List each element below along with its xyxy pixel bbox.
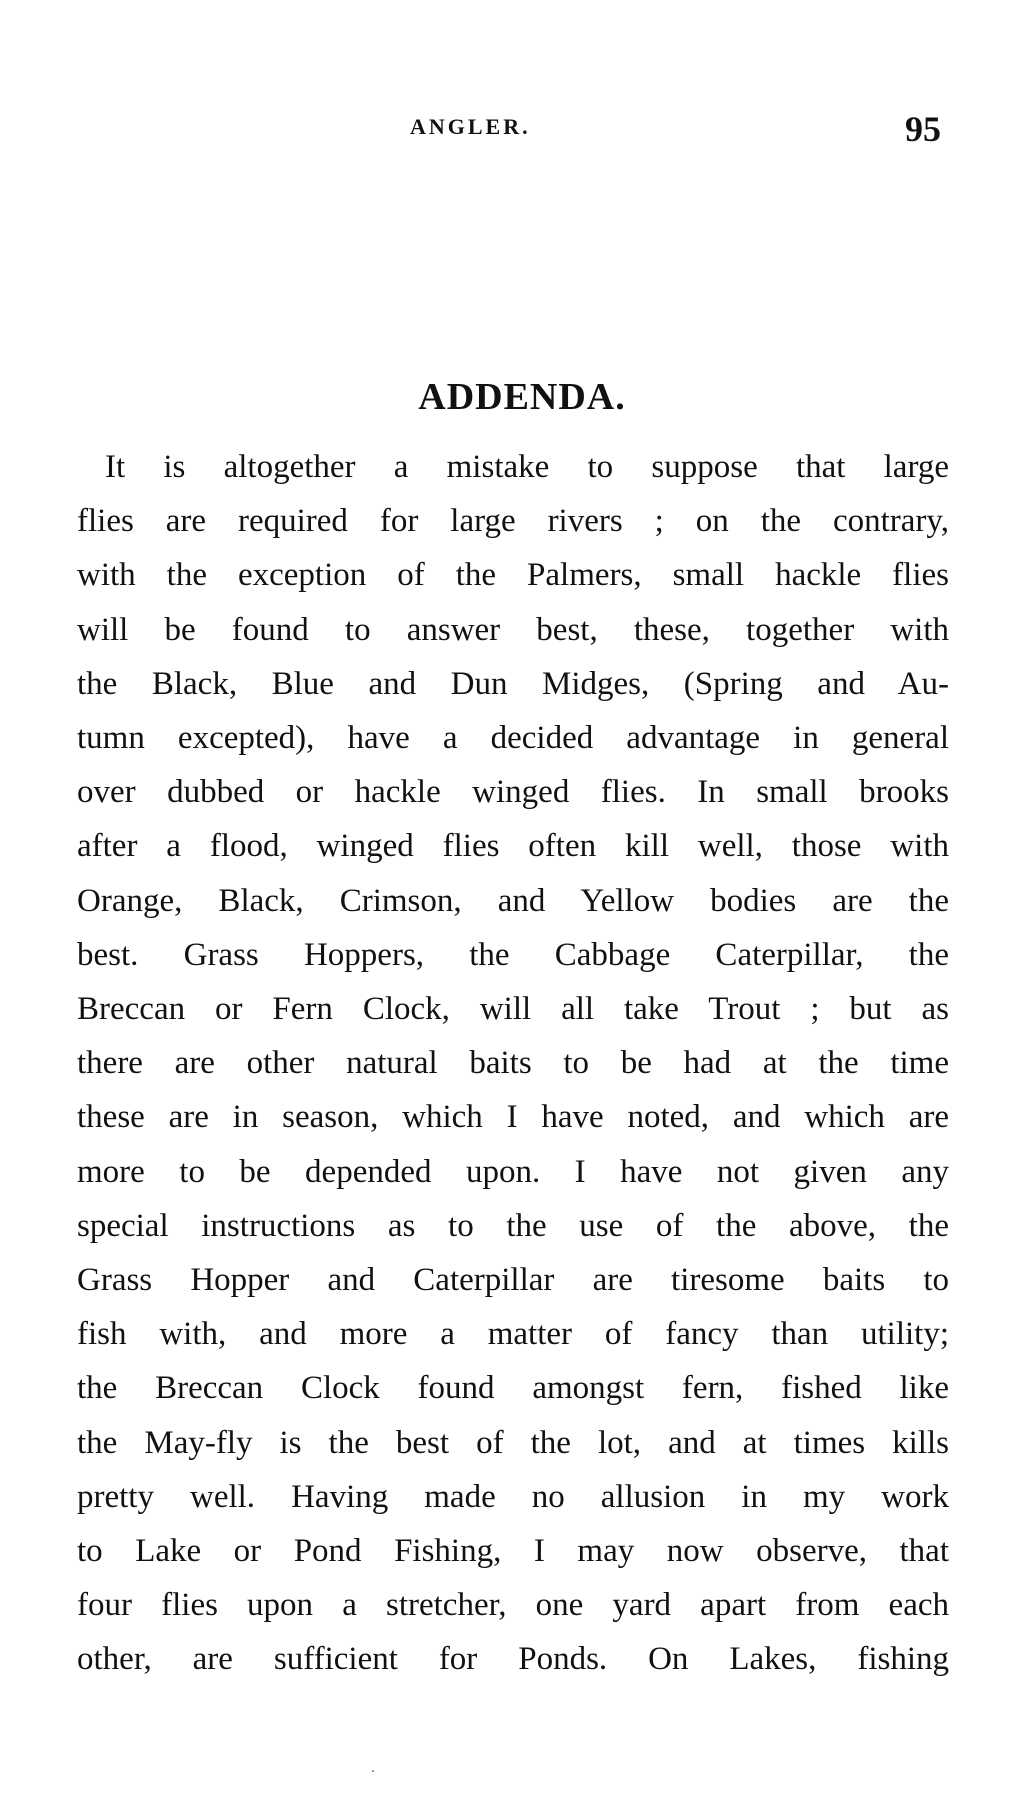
text-line: best. Grass Hoppers, the Cabbage Caterpillar, the xyxy=(77,936,949,973)
text-line: Grass Hopper and Caterpillar are tiresome baits to xyxy=(77,1262,949,1299)
body-paragraph xyxy=(77,440,949,1687)
text-line: tumn excepted), have a decided advantage in general xyxy=(77,720,949,757)
text-line: flies are required for large rivers ; on the contrary, xyxy=(77,503,949,540)
running-head xyxy=(0,108,1024,148)
running-title: ANGLER. xyxy=(410,114,531,139)
text-line: after a flood, winged flies often kill well, those with xyxy=(77,828,949,865)
text-line: the Black, Blue and Dun Midges, (Spring and Au- xyxy=(77,665,949,702)
paper-speck xyxy=(372,1770,374,1772)
text-line: Breccan or Fern Clock, will all take Trout ; but as xyxy=(77,991,949,1028)
text-line: other, are sufficient for Ponds. On Lakes, fishing xyxy=(77,1641,949,1678)
text-line: fish with, and more a matter of fancy than utility; xyxy=(77,1316,949,1353)
text-line: Orange, Black, Crimson, and Yellow bodies are the xyxy=(77,882,949,919)
text-line: It is altogether a mistake to suppose that large xyxy=(105,449,949,485)
text-line: the Breccan Clock found amongst fern, fished like xyxy=(77,1370,949,1407)
text-line: will be found to answer best, these, together with xyxy=(77,611,949,648)
text-line: to Lake or Pond Fishing, I may now observe, that xyxy=(77,1533,949,1570)
text-line: these are in season, which I have noted, and which are xyxy=(77,1099,949,1136)
section-title: ADDENDA. xyxy=(418,376,626,418)
text-line: the May-fly is the best of the lot, and at times kills xyxy=(77,1424,949,1461)
text-line: more to be depended upon. I have not given any xyxy=(77,1153,949,1190)
text-line: there are other natural baits to be had at the time xyxy=(77,1045,949,1082)
text-line: special instructions as to the use of the above, the xyxy=(77,1207,949,1244)
text-line: with the exception of the Palmers, small hackle flies xyxy=(77,557,949,594)
text-line: over dubbed or hackle winged flies. In small brooks xyxy=(77,774,949,811)
text-line: four flies upon a stretcher, one yard apart from each xyxy=(77,1587,949,1624)
text-line: pretty well. Having made no allusion in my work xyxy=(77,1478,949,1515)
page-number: 95 xyxy=(905,109,941,149)
